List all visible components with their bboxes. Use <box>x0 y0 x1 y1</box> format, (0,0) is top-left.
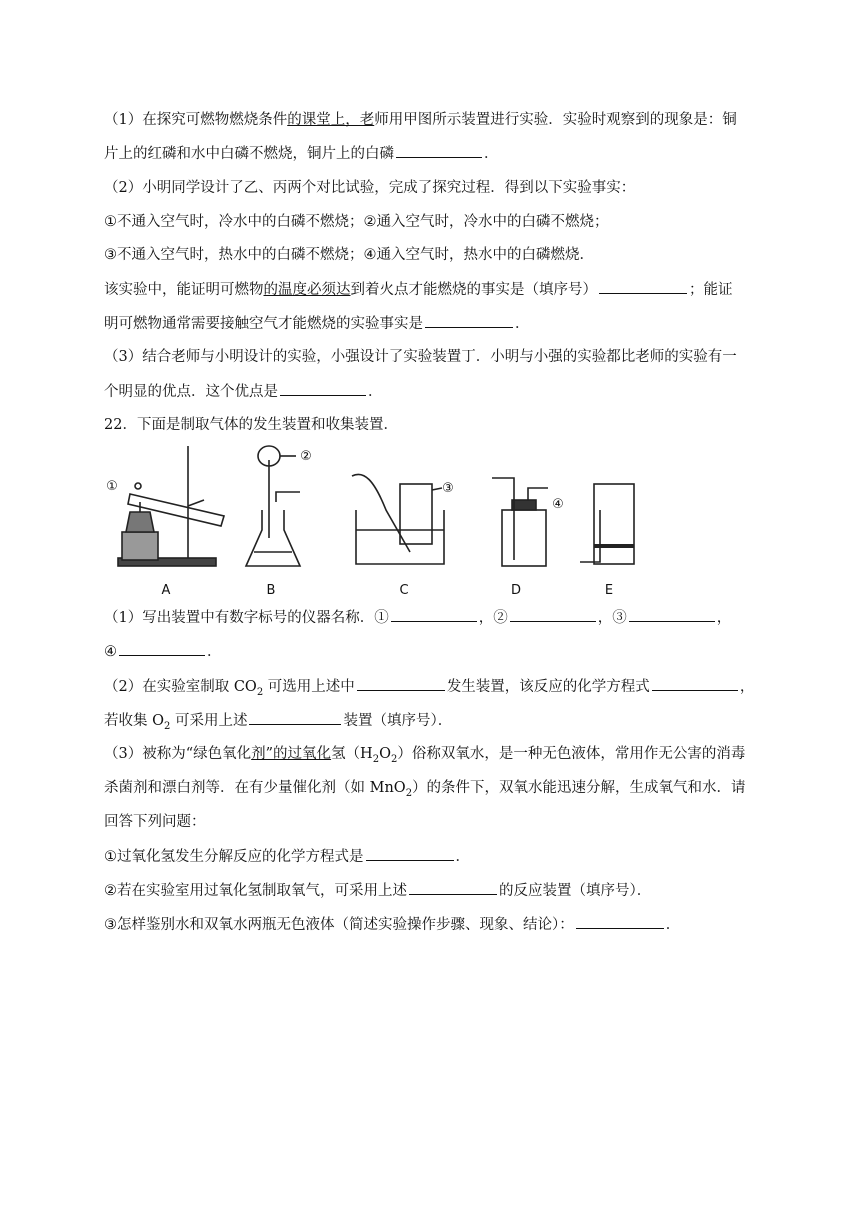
underlined-text: 的课堂上，老 <box>287 112 375 128</box>
underlined-text: 剂”的过氧化 <box>251 746 332 762</box>
underlined-text: 的温度必须达 <box>263 282 351 298</box>
mark-3: ③ <box>442 481 454 496</box>
answer-blank[interactable] <box>280 381 366 396</box>
answer-blank[interactable] <box>396 143 482 158</box>
q21-p1-line2: 片上的红磷和水中白磷不燃烧，铜片上的白磷 ． <box>104 143 499 164</box>
label-e: E <box>604 583 614 598</box>
answer-blank[interactable] <box>652 676 738 691</box>
q22-s1-line1: （1）写出装置中有数字标号的仪器名称．① ，② ，③ ， <box>104 607 731 628</box>
mark-2: ② <box>300 449 312 464</box>
fact-line-1: ①不通入空气时，冷水中的白磷不燃烧；②通入空气时，冷水中的白磷不燃烧； <box>104 214 609 230</box>
q22-s3-line3: 回答下列问题： <box>104 814 206 830</box>
answer-blank[interactable] <box>391 607 477 622</box>
apparatus-figure <box>104 440 644 600</box>
q22-title: 22．下面是制取气体的发生装置和收集装置． <box>104 417 398 433</box>
apparatus-c <box>352 474 444 564</box>
q22-s2-line2: 若收集 $O_2$ 可采用上述 装置（填序号）． <box>104 710 452 737</box>
apparatus-b <box>246 446 300 566</box>
fact-line-2: ③不通入空气时，热水中的白磷不燃烧；④通入空气时，热水中的白磷燃烧． <box>104 247 594 263</box>
mark-4: ④ <box>552 497 564 512</box>
q21-p3-line1: （3）结合老师与小明设计的实验，小强设计了实验装置丁．小明与小强的实验都比老师的实验有一 <box>104 349 737 365</box>
answer-blank[interactable] <box>366 846 454 861</box>
q21-p2-line5: 明可燃物通常需要接触空气才能燃烧的实验事实是 ． <box>104 313 530 334</box>
answer-blank[interactable] <box>629 607 715 622</box>
apparatus-a <box>118 446 224 566</box>
q22-s2-line1: （2）在实验室制取 $CO_2$ 可选用上述中 发生装置，该反应的化学方程式 ， <box>104 676 754 703</box>
q22-s1-line2: ④ ． <box>104 641 222 662</box>
q21-p2-line1: （2）小明同学设计了乙、丙两个对比试验，完成了探究过程．得到以下实验事实： <box>104 180 636 196</box>
q21-p3-line2: 个明显的优点．这个优点是 ． <box>104 381 383 402</box>
q22-item-2: ②若在实验室用过氧化氢制取氧气，可采用上述 的反应装置（填序号）． <box>104 880 651 901</box>
apparatus-d <box>492 478 548 566</box>
mark-1: ① <box>106 479 118 494</box>
apparatus-e <box>580 484 634 564</box>
label-c: C <box>399 583 409 598</box>
q22-s3-line1: （3）被称为“绿色氧化剂”的过氧化氢$(H_2O_2)$俗称双氧水，是一种无色液体，常用作无公害的消毒 <box>104 746 746 765</box>
label-d: D <box>510 583 522 598</box>
q21-p2-line4: 该实验中，能证明可燃物的温度必须达到着火点才能燃烧的事实是（填序号） ；能证 <box>104 279 733 300</box>
answer-blank[interactable] <box>119 641 205 656</box>
answer-blank[interactable] <box>599 279 687 294</box>
answer-blank[interactable] <box>249 710 341 725</box>
q22-item-1: ①过氧化氢发生分解反应的化学方程式是 ． <box>104 846 470 867</box>
q22-s3-line2: 杀菌剂和漂白剂等．在有少量催化剂（如 MnO$_2$）的条件下，双氧水能迅速分解，生成氧气和水．请 <box>104 780 746 799</box>
answer-blank[interactable] <box>510 607 596 622</box>
answer-blank[interactable] <box>357 676 445 691</box>
q22-item-3: ③怎样鉴别水和双氧水两瓶无色液体（简述实验操作步骤、现象、结论）： ． <box>104 914 680 935</box>
answer-blank[interactable] <box>425 313 513 328</box>
answer-blank[interactable] <box>576 914 664 929</box>
answer-blank[interactable] <box>409 880 497 895</box>
label-b: B <box>266 583 276 598</box>
label-a: A <box>161 583 171 598</box>
q21-p1-line1: （1）在探究可燃物燃烧条件的课堂上，老师用甲图所示装置进行实验．实验时观察到的现象是：铜 <box>104 112 737 128</box>
